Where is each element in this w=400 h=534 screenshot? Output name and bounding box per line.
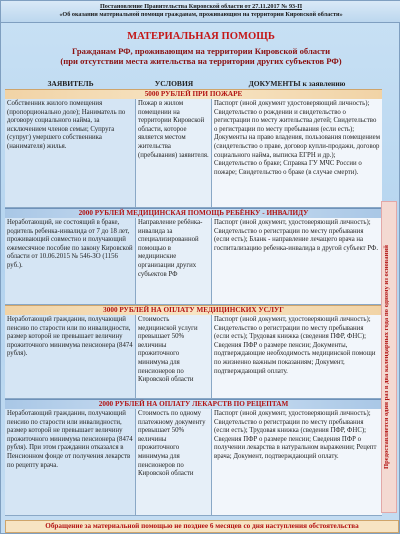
- documents-cell: Паспорт (иной документ удостоверяющий личность); Свидетельство о рождении и свидетельство о регистрации по месту жительства детей; Свидетельство о регистрации по месту пребывания (если есть); Документы на право владения, пользования помещением (свидетельство о праве, договор купли-продажи, договор социального найма, выписка ЕГРН и др.); Свидетельство о браке; Справка ГУ МЧС России о пожаре; Свидетельство о браке (в случае смерти).: [212, 99, 382, 207]
- documents-cell: Паспорт (иной документ, удостоверяющий личность); Свидетельство о регистрации по месту пребывания (если есть); Бланк - направление лечащего врача на госпитализацию ребенка-инвалида в другой субъект РФ.: [212, 218, 382, 304]
- applicant-cell: Собственник жилого помещения (пропорционально доле); Наниматель по договору социального найма, за исключением членов семьи; Супруга (супруг) умершего собственника (нанимателя) жилья.: [5, 99, 136, 207]
- section-band-medicines: 2000 РУБЛЕЙ НА ОПЛАТУ ЛЕКАРСТВ ПО РЕЦЕПТАМ: [5, 399, 382, 410]
- decree-reference: Постановление Правительства Кировской области от 27.11.2017 № 93-П: [99, 3, 303, 10]
- poster-subtitle: Гражданам РФ, проживающим на территории Кировской области: [71, 46, 331, 56]
- footer-note: Обращение за материальной помощью не позднее 6 месяцев со дня наступления обстоятельства: [5, 520, 399, 533]
- table-row: [5, 315, 382, 399]
- header-conditions: УСЛОВИЯ: [154, 79, 194, 88]
- conditions-cell: Пожар в жилом помещении на территории Кировской области, которое является местом жительства (пребывания) заявителя.: [136, 99, 212, 207]
- documents-cell: Паспорт (иной документ, удостоверяющий личность); Свидетельство о регистрации по месту пребывания (если есть); Трудовая книжка (сведения ПФР, ФНС); Сведения ПФР о размере пенсии; Документы, подтверждающие необходимость медицинской помощи по жизненно важным показаниям; Документ, подтверждающий оплату.: [212, 315, 382, 398]
- section-band-fire: 5000 РУБЛЕЙ ПРИ ПОЖАРЕ: [5, 89, 382, 100]
- conditions-cell: Направление ребёнка-инвалида за специализированной помощью в медицинские организации других субъектов РФ: [136, 218, 212, 304]
- header-applicant: ЗАЯВИТЕЛЬ: [47, 79, 94, 88]
- applicant-cell: Неработающий гражданин, получающий пенсию по старости или инвалидности, размер которой не превышает величину прожиточного минимума пенсионера (8474 рубля). При этом гражданин отказался в Пенсионном фонде от получения лекарств по рецепту врача.: [5, 409, 136, 515]
- header-documents: ДОКУМЕНТЫ к заявлению: [248, 79, 346, 88]
- conditions-cell: Стоимость медицинской услуги превышает 50% величины прожиточного минимума для пенсионеров по Кировской области: [136, 315, 212, 398]
- documents-cell: Паспорт (иной документ, удостоверяющий личность); Свидетельство о регистрации по месту пребывания (если есть); Трудовая книжка (сведения ПФР, ФНС); Сведения ПФР о размере пенсии; Сведения ПФР о получении лекарства в натуральном выражении; Рецепт врача; Документ, подтверждающий оплату.: [212, 409, 382, 515]
- table-row: [5, 409, 382, 516]
- conditions-cell: Стоимость по одному платежному документу превышает 50% величины прожиточного минимума для пенсионеров по Кировской области: [136, 409, 212, 515]
- poster-subtitle-note: (при отсутствии места жительства на территории других субъектов РФ): [60, 56, 342, 66]
- section-band-child-medical: 2000 РУБЛЕЙ МЕДИЦИНСКАЯ ПОМОЩЬ РЕБЁНКУ - ИНВАЛИДУ: [5, 208, 382, 219]
- poster-title: МАТЕРИАЛЬНАЯ ПОМОЩЬ: [127, 31, 275, 42]
- applicant-cell: Неработающий гражданин, получающий пенсию по старости или по инвалидности, размер которой не превышает величину прожиточного минимума пенсионера (8474 рубля).: [5, 315, 136, 398]
- applicant-cell: Неработающий, не состоящий в браке, родитель ребенка-инвалида от 7 до 18 лет, проживающий совместно и получающий ежемесячное пособие по закону Кировской области от 10.06.2015 № 546-ЗО (1156 руб.).: [5, 218, 136, 304]
- decree-title: «Об оказании материальной помощи гражданам, проживающим на территории Кировской области»: [59, 11, 343, 18]
- table-row: [5, 99, 382, 208]
- table-row: [5, 218, 382, 305]
- side-note: Предоставляется один раз в два календарных года по одному из оснований: [381, 201, 397, 513]
- decree-header: [1, 1, 400, 23]
- section-band-medical-services: 3000 РУБЛЕЙ НА ОПЛАТУ МЕДИЦИНСКИХ УСЛУГ: [5, 305, 382, 316]
